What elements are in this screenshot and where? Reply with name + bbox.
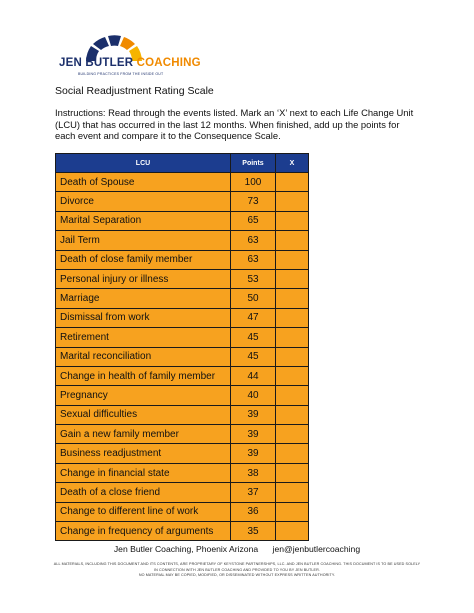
document-title: Social Readjustment Rating Scale	[55, 85, 214, 97]
lcu-event-cell: Dismissal from work	[56, 308, 231, 327]
lcu-mark-cell[interactable]	[276, 463, 309, 482]
lcu-mark-cell[interactable]	[276, 308, 309, 327]
disclaimer-line: ALL MATERIALS, INCLUDING THIS DOCUMENT AND ITS CONTENTS, ARE PROPRIETARY OF KEYSTONE PARTNERSHIPS, LLC. AND JEN BUTLER COACHING. THIS DOCUMENT IS TO BE USED SOLELY	[53, 562, 421, 566]
logo-name-part2: COACHING	[136, 57, 201, 69]
lcu-mark-cell[interactable]	[276, 522, 309, 541]
disclaimer-line: IN CONNECTION WITH JEN BUTLER COACHING AND PROVIDED TO YOU BY JEN BUTLER.	[153, 567, 321, 572]
table-row	[56, 502, 309, 521]
lcu-event-cell: Business readjustment	[56, 444, 231, 463]
lcu-points-cell: 100	[231, 173, 276, 192]
lcu-event-cell: Divorce	[56, 192, 231, 211]
table-row	[56, 250, 309, 269]
header-lcu: LCU	[56, 154, 231, 173]
lcu-table	[55, 153, 309, 541]
lcu-mark-cell[interactable]	[276, 405, 309, 424]
table-row	[56, 231, 309, 250]
lcu-event-cell: Death of a close friend	[56, 483, 231, 502]
lcu-points-cell: 63	[231, 250, 276, 269]
lcu-points-cell: 44	[231, 366, 276, 385]
table-row	[56, 308, 309, 327]
lcu-event-cell: Jail Term	[56, 231, 231, 250]
lcu-event-cell: Change in financial state	[56, 463, 231, 482]
lcu-mark-cell[interactable]	[276, 425, 309, 444]
lcu-mark-cell[interactable]	[276, 366, 309, 385]
lcu-event-cell: Personal injury or illness	[56, 269, 231, 288]
footer-company: Jen Butler Coaching, Phoenix Arizona	[113, 544, 259, 554]
lcu-mark-cell[interactable]	[276, 347, 309, 366]
lcu-event-cell: Death of close family member	[56, 250, 231, 269]
lcu-points-cell: 47	[231, 308, 276, 327]
lcu-mark-cell[interactable]	[276, 250, 309, 269]
lcu-points-cell: 39	[231, 405, 276, 424]
table-row	[56, 347, 309, 366]
header-points: Points	[231, 154, 276, 173]
table-row	[56, 328, 309, 347]
table-row	[56, 386, 309, 405]
logo-tagline: BUILDING PRACTICES FROM THE INSIDE OUT	[78, 72, 164, 76]
lcu-event-cell: Change in frequency of arguments	[56, 522, 231, 541]
lcu-table-body	[56, 173, 309, 541]
lcu-points-cell: 39	[231, 425, 276, 444]
lcu-event-cell: Gain a new family member	[56, 425, 231, 444]
lcu-mark-cell[interactable]	[276, 444, 309, 463]
lcu-event-cell: Change in health of family member	[56, 366, 231, 385]
table-row	[56, 211, 309, 230]
lcu-points-cell: 35	[231, 522, 276, 541]
footer-email[interactable]: jen@jenbutlercoaching	[272, 544, 361, 554]
lcu-mark-cell[interactable]	[276, 328, 309, 347]
lcu-mark-cell[interactable]	[276, 289, 309, 308]
lcu-mark-cell[interactable]	[276, 502, 309, 521]
table-row	[56, 444, 309, 463]
lcu-points-cell: 36	[231, 502, 276, 521]
table-header-row	[56, 154, 309, 173]
lcu-points-cell: 73	[231, 192, 276, 211]
table-row	[56, 269, 309, 288]
lcu-points-cell: 63	[231, 231, 276, 250]
table-row	[56, 173, 309, 192]
table-row	[56, 483, 309, 502]
lcu-points-cell: 37	[231, 483, 276, 502]
lcu-points-cell: 39	[231, 444, 276, 463]
lcu-points-cell: 53	[231, 269, 276, 288]
table-row	[56, 425, 309, 444]
footer-contact	[0, 544, 474, 554]
company-logo	[52, 33, 201, 83]
lcu-mark-cell[interactable]	[276, 483, 309, 502]
lcu-event-cell: Marriage	[56, 289, 231, 308]
logo-name-part1: JEN BUTLER	[59, 57, 134, 69]
lcu-event-cell: Marital reconciliation	[56, 347, 231, 366]
table-row	[56, 366, 309, 385]
header-x: X	[276, 154, 309, 173]
lcu-event-cell: Pregnancy	[56, 386, 231, 405]
instructions-text: Instructions: Read through the events listed. Mark an ‘X’ next to each Life Change Unit (LCU) that has occurred in the last 12 months. When finished, add up the points for each event and compare it to the Consequence Scale.	[55, 107, 414, 142]
lcu-event-cell: Sexual difficulties	[56, 405, 231, 424]
lcu-points-cell: 38	[231, 463, 276, 482]
lcu-points-cell: 45	[231, 328, 276, 347]
lcu-points-cell: 40	[231, 386, 276, 405]
table-row	[56, 522, 309, 541]
logo-wordmark	[59, 57, 201, 69]
table-row	[56, 289, 309, 308]
lcu-mark-cell[interactable]	[276, 173, 309, 192]
lcu-mark-cell[interactable]	[276, 386, 309, 405]
disclaimer	[0, 562, 474, 579]
table-row	[56, 192, 309, 211]
table-row	[56, 405, 309, 424]
table-row	[56, 463, 309, 482]
lcu-event-cell: Change to different line of work	[56, 502, 231, 521]
lcu-mark-cell[interactable]	[276, 211, 309, 230]
lcu-event-cell: Marital Separation	[56, 211, 231, 230]
lcu-points-cell: 65	[231, 211, 276, 230]
lcu-points-cell: 50	[231, 289, 276, 308]
disclaimer-line: NO MATERIAL MAY BE COPIED, MODIFIED, OR DISSEMINATED WITHOUT EXPRESS WRITTEN AUTHORITY.	[138, 573, 336, 577]
lcu-mark-cell[interactable]	[276, 192, 309, 211]
lcu-points-cell: 45	[231, 347, 276, 366]
lcu-event-cell: Death of Spouse	[56, 173, 231, 192]
lcu-event-cell: Retirement	[56, 328, 231, 347]
lcu-mark-cell[interactable]	[276, 269, 309, 288]
lcu-mark-cell[interactable]	[276, 231, 309, 250]
